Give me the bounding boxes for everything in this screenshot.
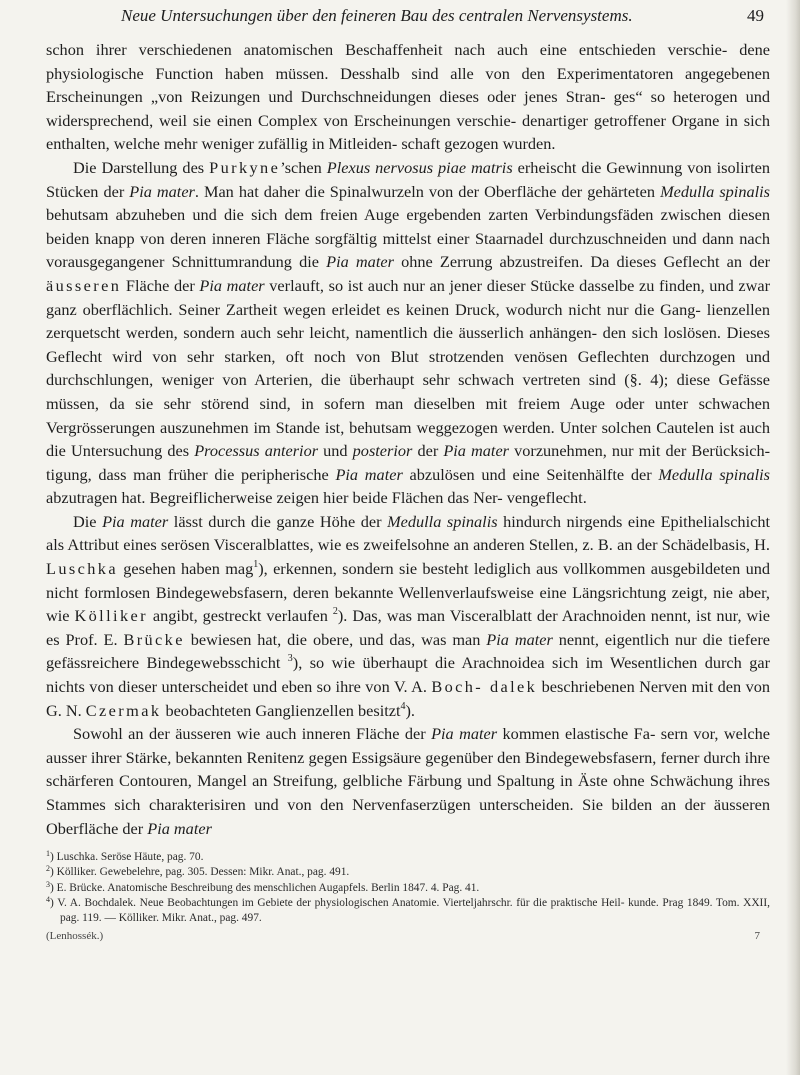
page-number: 49 (747, 6, 764, 25)
footnote-4 (46, 896, 770, 926)
footnote-text: ) E. Brücke. Anatomische Beschreibung des menschlichen Augapfels. Berlin 1847. 4. Pag. 41. (50, 881, 480, 894)
author-name: Brücke (123, 629, 185, 649)
text-run: nennt, eigentlich nur die tiefere gefässreichere Bindegewebsschicht (46, 629, 770, 673)
latin-term: Medulla spinalis (387, 511, 498, 531)
text-run: ohne Zerrung abzustreifen. Da dieses Geflecht an der (393, 252, 771, 272)
text-run: der (412, 441, 444, 461)
latin-term: Pia mater (335, 464, 403, 484)
book-page (46, 0, 770, 946)
text-run: abzulösen und eine Seitenhälfte der (402, 464, 659, 484)
latin-term: Pia mater (326, 252, 394, 272)
paragraph-1: schon ihrer verschiedenen anatomischen Beschaffenheit nach auch eine entschieden verschie- dene physiologische Function haben müssen. Desshalb sind alle von den Experimentatoren angegebenen Erscheinungen „von Reizungen und Durchschneidungen dieses oder jenes Stran- ges“ so heterogen und widersprechend, weil sie einen Complex von Erscheinungen verschie- denartiger getroffener Organe in sich enthalten, welche mehr weniger zufällig in Mitleiden- schaft gezogen wurden. (46, 40, 770, 154)
bottom-line (46, 930, 770, 946)
text-run: lässt durch die ganze Höhe der (168, 511, 388, 531)
text-run: Die (73, 511, 103, 531)
latin-term: Medulla spinalis (660, 181, 770, 201)
footnote-ref[interactable]: 4 (400, 700, 406, 712)
latin-term: Pia mater (102, 511, 169, 531)
body-text (46, 38, 770, 840)
text-run: Die Darstellung des (73, 157, 210, 177)
text-run: gesehen haben mag (117, 559, 254, 579)
footnote-mark: 1 (46, 849, 50, 859)
author-name: Purkyne (209, 157, 281, 177)
text-run: . Man hat daher die Spinalwurzeln von der Oberfläche der gehärteten (194, 181, 661, 201)
text-run: vorzunehmen, nur mit der Berücksich- tigung, dass man früher die peripherische (46, 441, 771, 484)
footnote-ref[interactable]: 1 (253, 559, 259, 571)
footnote-text: ) V. A. Bochdalek. Neue Beobachtungen im Gebiete der physiologischen Anatomie. Vierteljahrschr. für die praktische Heil- kunde. Prag 1849. Tom. XXII, pag. 119. — Kölliker. Mikr. Anat., pag. 497. (50, 896, 770, 924)
footnote-1 (46, 850, 770, 865)
author-name: Kölliker (74, 606, 148, 626)
latin-term: Processus anterior (194, 441, 319, 461)
author-name: Boch- dalek (431, 677, 538, 697)
text-run: ). (405, 700, 416, 720)
footnote-text: ) Kölliker. Gewebelehre, pag. 305. Dessen: Mikr. Anat., pag. 491. (50, 866, 350, 879)
sheet-number: 7 (754, 930, 760, 943)
text-run: und (318, 441, 353, 461)
text-run: ’schen (280, 157, 327, 177)
latin-term: Medulla spinalis (658, 464, 770, 484)
footnote-ref[interactable]: 3 (287, 653, 293, 665)
running-head (46, 6, 770, 28)
text-run: behutsam abzuheben und die sich dem freien Auge ergebenden zarten Verbindungsfäden zwischen diesen beiden knapp von deren inneren Fläche sorgfältig mittelst einer Staarnadel durchzuschneiden und dann nach vorausgegangener Schnittumrandung die (46, 205, 770, 272)
emphasis: äusseren (46, 275, 122, 295)
author-signature: (Lenhossék.) (46, 930, 104, 943)
text-run: ), so wie überhaupt die Arachnoidea sich im Wesentlichen durch gar nichts von dieser unterscheidet und eben so ihre von V. A. (46, 653, 771, 697)
footnote-mark: 3 (46, 879, 50, 889)
text-run: kommen elastische Fa- sern vor, welche ausser ihrer Stärke, bekannten Renitenz gegen Essigsäure gegenüber den Bindegewebsfasern, ferner durch ihre schärferen Contouren, Mangel an Streifung, gelbliche Färbung und Spaltung in Äste ohne Schwächung ihres Stammes sich charakterisiren und von den Nervenfaserzügen unterscheiden. Sie bilden an der äusseren Oberfläche der (46, 724, 770, 838)
paragraph-2 (46, 156, 770, 510)
footnote-text: ) Luschka. Seröse Häute, pag. 70. (50, 851, 204, 864)
text-run: angibt, gestreckt verlaufen (147, 606, 333, 626)
latin-term: Pia mater (199, 275, 265, 295)
author-name: Luschka (46, 559, 118, 579)
latin-term: Pia mater (443, 441, 510, 461)
footnote-3 (46, 881, 770, 896)
latin-term: Pia mater (486, 629, 553, 649)
latin-term: posterior (352, 441, 413, 461)
latin-term: Pia mater (431, 724, 498, 744)
text-run: hindurch nirgends eine Epithelialschicht als Attribut eines serösen Visceralblattes, wie es zweifelsohne an anderen Stellen, z. B. an der Schädelbasis, H. (46, 511, 770, 555)
text-run: beschriebenen Nerven mit den von G. N. (46, 677, 770, 720)
latin-term: Plexus nervosus piae matris (326, 157, 513, 177)
latin-term: Pia mater (129, 181, 195, 201)
text-run: ), erkennen, sondern sie besteht lediglich aus vollkommen ausgebildeten und nicht formlosen Bindegewebsfasern, deren bekannte Wellenverlaufsweise eine Längsrichtung zeigt, nie aber, wie (46, 559, 770, 626)
text-run: bewiesen hat, die obere, und das, was man (184, 629, 487, 649)
text-run: Sowohl an der äusseren wie auch inneren Fläche der (73, 724, 432, 744)
footnotes (46, 850, 770, 926)
text-run: beobachteten Ganglienzellen besitzt (161, 700, 401, 720)
text-run: abzutragen hat. Begreiflicherweise zeigen hier beide Flächen das Ner- vengeflecht. (46, 488, 587, 508)
footnote-mark: 2 (46, 864, 50, 874)
paragraph-4 (46, 722, 770, 840)
author-name: Czermak (85, 700, 162, 720)
text-run: Fläche der (121, 275, 200, 295)
text-run: erheischt die Gewinnung von isolirten Stücken der (46, 157, 770, 201)
latin-term: Pia mater (147, 818, 212, 838)
text-run: ). Das, was man Visceralblatt der Arachnoiden nennt, ist nur, wie es Prof. E. (46, 606, 770, 649)
page-edge-shadow (786, 0, 800, 1075)
running-title: Neue Untersuchungen über den feineren Bau des centralen Nervensystems. (121, 6, 633, 25)
text-run: verlauft, so ist auch nur an jener dieser Stücke dasselbe zu finden, und zwar ganz oberflächlich. Seiner Zartheit wegen erleidet es keinen Druck, wodurch nicht nur die Gang- lienzellen zerquetscht werden, sondern auch sehr leicht, namentlich die äusserlich anhängen- den sich loslösen. Dieses Geflecht wird von sehr starken, oft noch von Blut strotzenden venösen Geflechten durchzogen und durchschlungen, weniger von Arterien, die überhaupt sehr schwach vertreten sind (§. 4); diese Gefässe müssen, da sie sehr störend sind, in sofern man dieselben mit freiem Auge oder unter schwachen Vergrösserungen auszunehmen im Stande ist, behutsam weggezogen werden. Unter solchen Cautelen ist auch die Untersuchung des (46, 275, 770, 461)
footnote-2 (46, 865, 770, 880)
paragraph-3 (46, 510, 770, 722)
footnote-ref[interactable]: 2 (332, 606, 338, 618)
footnote-mark: 4 (46, 894, 50, 904)
